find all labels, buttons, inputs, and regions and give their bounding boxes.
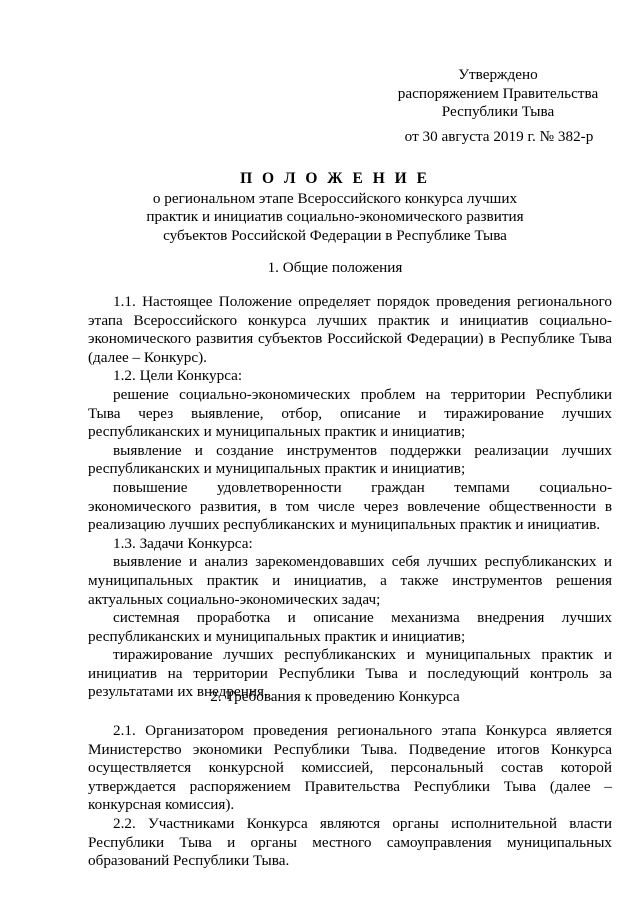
approval-line-3: Республики Тыва <box>441 103 555 120</box>
approval-date: от 30 августа 2019 г. № 382-р <box>404 128 594 145</box>
approval-line-1: Утверждено <box>458 66 538 83</box>
paragraph-2-1: 2.1. Организатором проведения регионального этапа Конкурса является Министерство экономики Республики Тыва. Подведение итогов Конкурса осуществляется конкурсной комиссией, персональный состав которой утверждается распоряжением Правительства Республики Тыва (далее – конкурсная комиссия). <box>88 722 612 814</box>
title-line-2: практик и инициатив социально-экономического развития <box>146 208 524 226</box>
paragraph-2-2: 2.2. Участниками Конкурса являются органы исполнительной власти Республики Тыва и органы местного самоуправления муниципальных образований Республики Тыва. <box>88 814 612 870</box>
paragraph-task-1: выявление и анализ зарекомендовавших себя лучших республиканских и муниципальных практик и инициатив, а также инструментов решения актуальных социально-экономических задач; <box>88 553 612 608</box>
section-2-body <box>88 722 612 871</box>
approval-line-2: распоряжением Правительства <box>397 84 599 102</box>
section-2-heading: 2. Требования к проведению Конкурса <box>210 688 460 705</box>
paragraph-task-3: тиражирование лучших республиканских и муниципальных практик и инициатив на территории Республики Тыва и последующий контроль за результатами их внедрения. <box>88 646 612 701</box>
paragraph-1-3: 1.3. Задачи Конкурса: <box>113 534 253 552</box>
section-1-heading: 1. Общие положения <box>267 259 403 276</box>
document-title <box>60 170 610 245</box>
title-line-3: субъектов Российской Федерации в Республике Тыва <box>163 226 507 244</box>
title-line-1: о региональном этапе Всероссийского конкурса лучших <box>152 189 518 207</box>
title-main: П О Л О Ж Е Н И Е <box>240 170 430 187</box>
approval-stamp <box>388 66 608 122</box>
paragraph-goal-2: выявление и создание инструментов поддержки реализации лучших республиканских и муниципальных практик и инициатив; <box>88 441 612 478</box>
section-1-body <box>88 293 612 702</box>
paragraph-1-2: 1.2. Цели Конкурса: <box>113 367 243 385</box>
paragraph-goal-1: решение социально-экономических проблем на территории Республики Тыва через выявление, отбор, описание и тиражирование лучших республиканских и муниципальных практик и инициатив; <box>88 385 612 441</box>
paragraph-goal-3: повышение удовлетворенности граждан темпами социально-экономического развития, в том числе через вовлечение общественности в реализацию лучших республиканских и муниципальных практик и инициатив. <box>88 478 612 534</box>
paragraph-task-2: системная проработка и описание механизма внедрения лучших республиканских и муниципальных практик и инициатив; <box>88 609 612 645</box>
paragraph-1-1: 1.1. Настоящее Положение определяет порядок проведения регионального этапа Всероссийского конкурса лучших практик и инициатив социально-экономического развития субъектов Российской Федерации) в Республике Тыва (далее – Конкурс). <box>88 293 612 366</box>
